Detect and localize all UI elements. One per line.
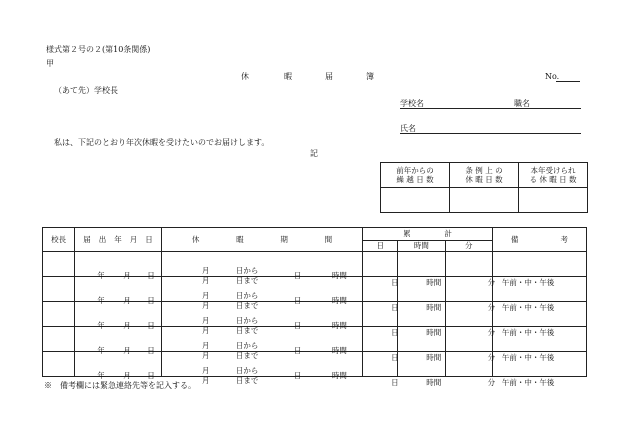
submission-date-cell[interactable] [75, 302, 162, 330]
addressee: （あて先）学校長 [54, 86, 118, 95]
summary-cell-carryover[interactable] [381, 188, 450, 213]
to-month-unit: 月 [201, 376, 210, 385]
summary-header-statutory: 条 例 上 の 休 暇 日 数 [450, 163, 519, 188]
remarks-options: 午前・中・午後 [501, 328, 555, 337]
name-label: 氏名 [400, 124, 416, 133]
position-label: 職名 [514, 99, 530, 108]
year-unit: 年 [97, 321, 105, 330]
total-hours-unit: 時間 [426, 278, 442, 287]
total-day-unit: 日 [391, 353, 399, 362]
no-label: No. [545, 72, 560, 81]
year-unit: 年 [97, 371, 105, 380]
period-day-unit: 日 [293, 371, 302, 380]
period-hours-unit: 時間 [331, 296, 347, 305]
form-type: 甲 [46, 59, 54, 68]
total-min-unit: 分 [487, 378, 496, 387]
leave-period-cell[interactable] [161, 277, 362, 310]
total-min-unit: 分 [487, 303, 496, 312]
to-month-unit: 月 [201, 351, 210, 360]
total-day-unit: 日 [391, 278, 399, 287]
from-month-unit: 月 [201, 341, 210, 350]
from-label: 日から [235, 266, 259, 275]
to-month-unit: 月 [201, 276, 210, 285]
principal-seal-cell[interactable] [43, 252, 75, 277]
table-row [43, 252, 587, 277]
until-label: 日まで [235, 301, 259, 310]
period-hours-unit: 時間 [331, 321, 347, 330]
total-day-unit: 日 [391, 303, 399, 312]
total-day-unit: 日 [391, 328, 399, 337]
principal-seal-cell[interactable] [43, 277, 75, 302]
leave-period-cell[interactable] [161, 352, 362, 385]
summary-header-carryover: 前年からの 繰 越 日 数 [381, 163, 450, 188]
statement: 私は、下記のとおり年次休暇を受けたいのでお届けします。 [54, 138, 270, 147]
submission-date-cell[interactable] [75, 327, 162, 355]
from-label: 日から [235, 366, 259, 375]
until-label: 日まで [235, 276, 259, 285]
title-char-4: 簿 [366, 72, 374, 81]
total-minutes-cell[interactable] [445, 327, 496, 362]
leave-period-cell[interactable] [161, 327, 362, 360]
total-hours-unit: 時間 [426, 378, 442, 387]
summary-header-available: 本年受けられ る 休 暇 日 数 [519, 163, 588, 188]
summary-cell-available[interactable] [519, 188, 588, 213]
remarks-options: 午前・中・午後 [501, 303, 555, 312]
to-month-unit: 月 [201, 326, 210, 335]
day-unit: 日 [147, 371, 155, 380]
total-minutes-cell[interactable] [445, 352, 496, 387]
title-char-1: 休 [241, 72, 249, 81]
period-hours-unit: 時間 [331, 346, 347, 355]
total-day-unit: 日 [391, 378, 399, 387]
remarks-options: 午前・中・午後 [501, 378, 555, 387]
from-label: 日から [235, 341, 259, 350]
period-day-unit: 日 [293, 296, 302, 305]
period-day-unit: 日 [293, 346, 302, 355]
from-label: 日から [235, 291, 259, 300]
remarks-options: 午前・中・午後 [501, 353, 555, 362]
month-unit: 月 [123, 271, 131, 280]
year-unit: 年 [97, 346, 105, 355]
total-hours-cell[interactable] [398, 252, 445, 287]
to-month-unit: 月 [201, 301, 210, 310]
school-label: 学校名 [400, 99, 424, 108]
from-month-unit: 月 [201, 291, 210, 300]
month-unit: 月 [123, 296, 131, 305]
form-number: 様式第２号の２(第10条関係) [46, 45, 151, 54]
from-month-unit: 月 [201, 316, 210, 325]
total-hours-unit: 時間 [426, 328, 442, 337]
period-hours-unit: 時間 [331, 371, 347, 380]
summary-table [380, 162, 588, 213]
year-unit: 年 [97, 271, 105, 280]
remarks-cell[interactable] [492, 252, 586, 287]
month-unit: 月 [123, 321, 131, 330]
total-minutes-cell[interactable] [445, 277, 496, 312]
submission-date-cell[interactable] [75, 252, 162, 280]
no-field[interactable] [556, 81, 580, 82]
position-field[interactable] [514, 108, 581, 109]
total-min-unit: 分 [487, 328, 496, 337]
title-char-2: 暇 [284, 72, 292, 81]
total-days-cell[interactable] [363, 252, 399, 287]
col-period-header: 休 暇 期 間 [161, 228, 362, 252]
total-minutes-cell[interactable] [445, 302, 496, 337]
principal-seal-cell[interactable] [43, 352, 75, 377]
col-total-header: 累 計 [363, 228, 493, 241]
from-month-unit: 月 [201, 366, 210, 375]
principal-seal-cell[interactable] [43, 302, 75, 327]
col-total-minutes-header: 分 [445, 241, 492, 252]
col-remarks-header: 備 考 [492, 228, 586, 252]
total-min-unit: 分 [487, 353, 496, 362]
month-unit: 月 [123, 371, 131, 380]
col-total-hours-header: 時間 [398, 241, 445, 252]
day-unit: 日 [147, 321, 155, 330]
submission-date-cell[interactable] [75, 277, 162, 305]
month-unit: 月 [123, 346, 131, 355]
principal-seal-cell[interactable] [43, 327, 75, 352]
submission-date-cell[interactable] [75, 352, 162, 380]
until-label: 日まで [235, 326, 259, 335]
col-date-header: 届 出 年 月 日 [75, 228, 162, 252]
note-heading: 記 [310, 149, 318, 158]
remarks-options: 午前・中・午後 [501, 278, 555, 287]
day-unit: 日 [147, 346, 155, 355]
from-label: 日から [235, 316, 259, 325]
from-month-unit: 月 [201, 266, 210, 275]
year-unit: 年 [97, 296, 105, 305]
summary-cell-statutory[interactable] [450, 188, 519, 213]
school-field[interactable] [400, 108, 514, 109]
leave-period-cell[interactable] [161, 302, 362, 335]
col-total-days-header: 日 [363, 241, 398, 252]
title-char-3: 届 [325, 72, 333, 81]
day-unit: 日 [147, 271, 155, 280]
until-label: 日まで [235, 351, 259, 360]
name-field[interactable] [400, 133, 581, 134]
leave-period-cell[interactable] [161, 252, 362, 285]
col-principal-header: 校長 [43, 228, 75, 252]
footnote: ※ 備考欄には緊急連絡先等を記入する。 [44, 381, 196, 390]
total-hours-unit: 時間 [426, 303, 442, 312]
day-unit: 日 [147, 296, 155, 305]
period-day-unit: 日 [293, 271, 302, 280]
period-hours-unit: 時間 [331, 271, 347, 280]
total-minutes-cell[interactable] [445, 252, 496, 287]
period-day-unit: 日 [293, 321, 302, 330]
until-label: 日まで [235, 376, 259, 385]
total-hours-unit: 時間 [426, 353, 442, 362]
total-min-unit: 分 [487, 278, 496, 287]
